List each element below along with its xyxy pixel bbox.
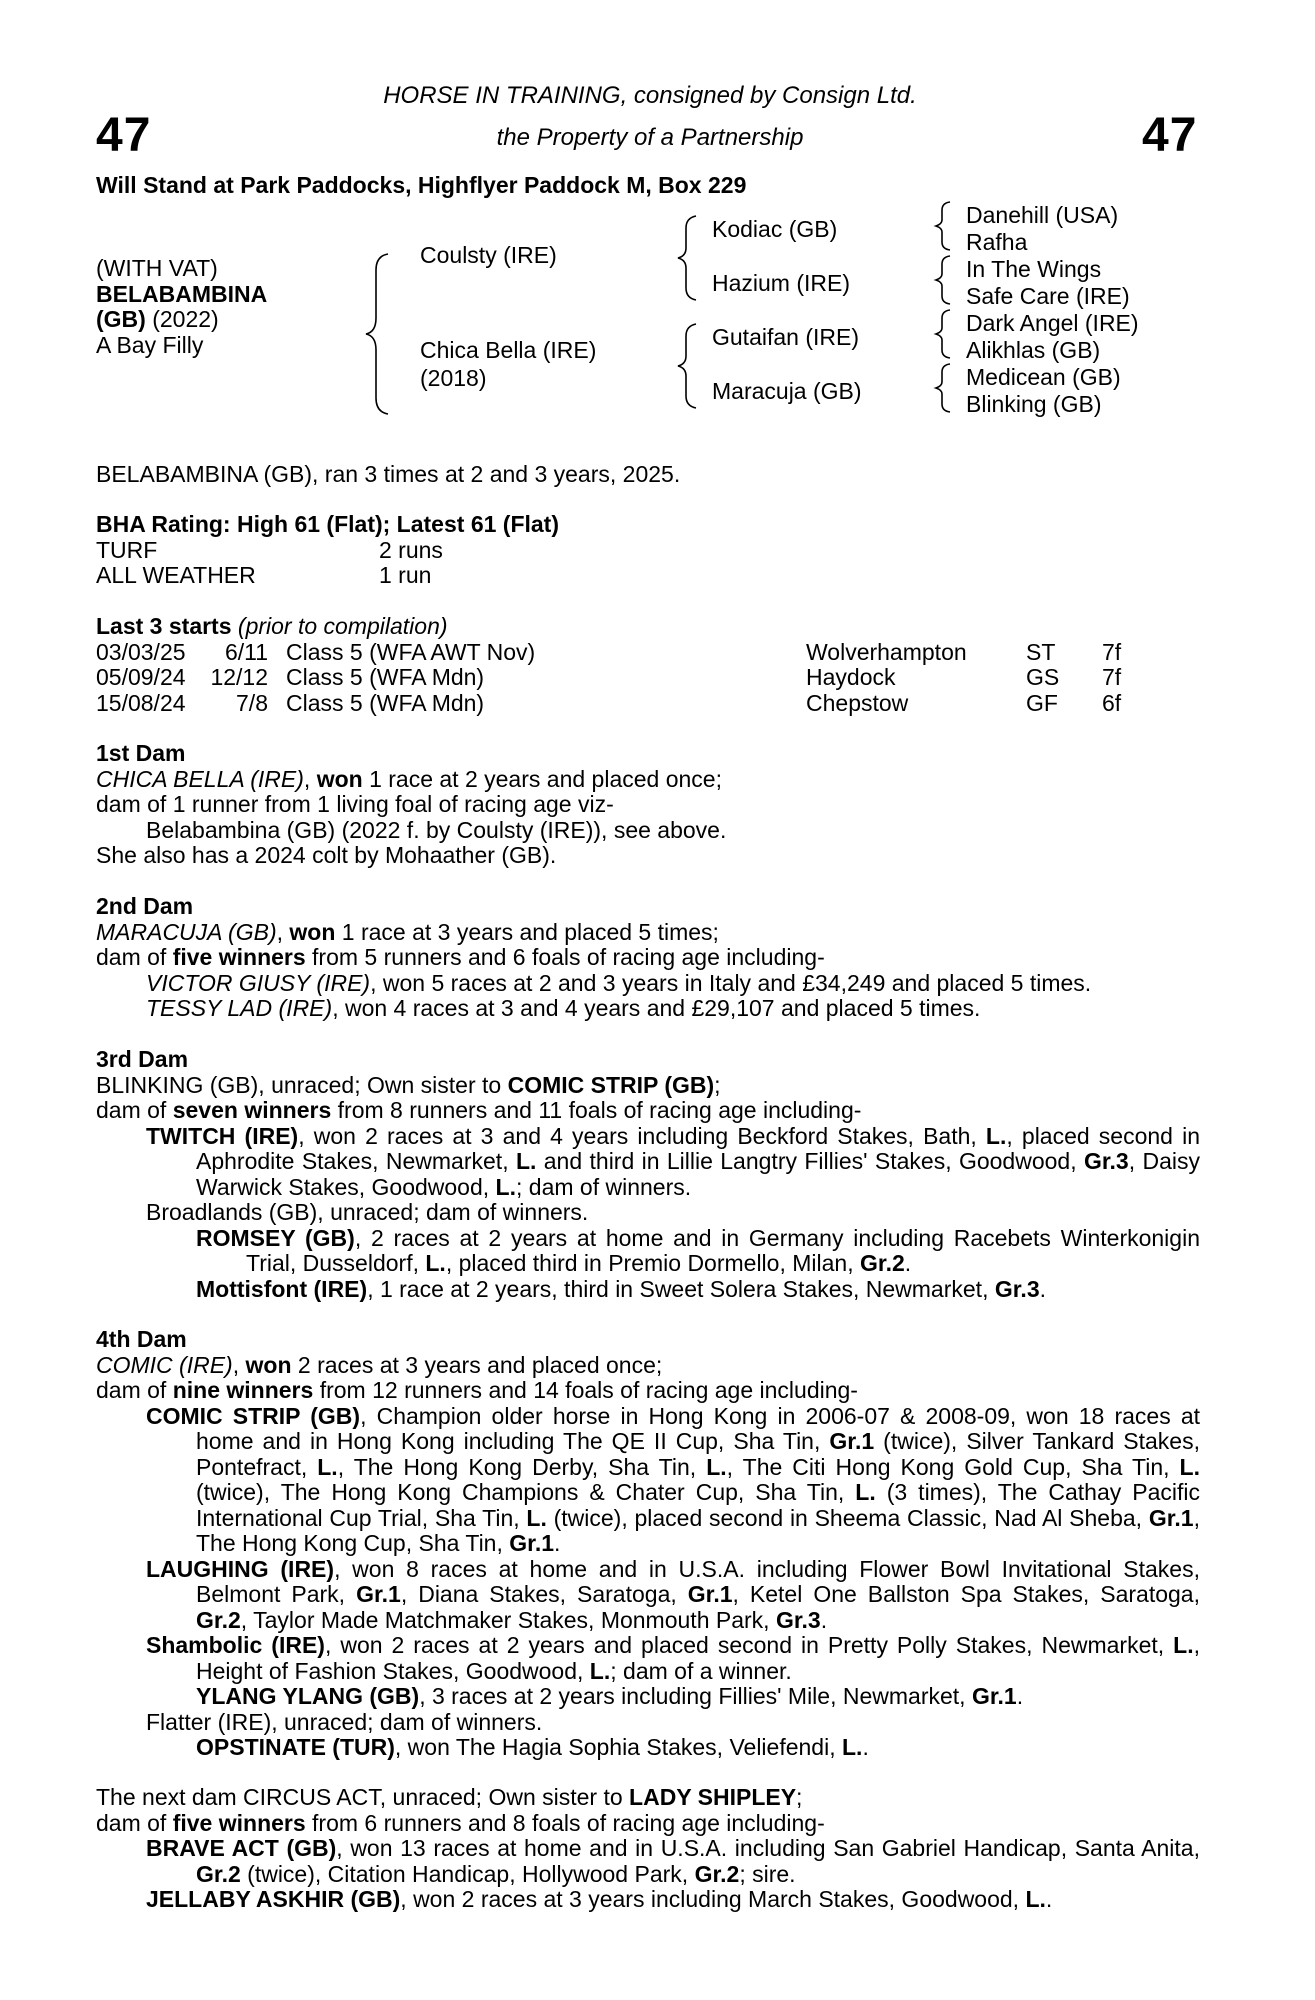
table-row <box>96 691 1121 717</box>
progeny-entry <box>96 1633 1200 1684</box>
text: The next dam CIRCUS ACT, unraced; Own sister to <box>96 1784 630 1810</box>
pedigree-dam-year: (2018) <box>420 365 487 391</box>
grade: L. <box>1179 1453 1200 1480</box>
rating-runs: 1 run <box>379 562 432 588</box>
produce-line: dam of 1 runner from 1 living foal of racing age viz- <box>96 791 614 817</box>
progeny-name: LAUGHING (IRE) <box>146 1555 335 1582</box>
stand-location: Will Stand at Park Paddocks, Highflyer Paddock M, Box 229 <box>96 172 747 198</box>
text: (twice), Silver Tankard Stakes, Pontefract, <box>196 1428 1200 1480</box>
text: . <box>904 1250 912 1276</box>
progeny-entry <box>96 1887 1200 1913</box>
start-distance: 6f <box>1102 689 1122 716</box>
progeny-entry <box>96 1557 1200 1634</box>
start-position: 6/11 <box>224 638 268 665</box>
pedigree-gen3-item: In The Wings <box>966 256 1102 282</box>
dam-name: CHICA BELLA (IRE) <box>96 765 304 792</box>
start-race: Class 5 (WFA Mdn) <box>286 689 485 716</box>
next-dam-section <box>96 1785 1200 1913</box>
text: ; <box>796 1784 803 1810</box>
table-row <box>96 640 1121 666</box>
text: , Diana Stakes, Saratoga, <box>400 1581 688 1607</box>
pedigree-gen3-item: Rafha <box>966 229 1028 255</box>
rating-row <box>96 538 559 564</box>
fourth-dam-section <box>96 1327 1200 1761</box>
start-course: Chepstow <box>806 689 909 716</box>
grade: Gr.1 <box>1148 1504 1194 1531</box>
pedigree-gen3 <box>966 202 1139 418</box>
pedigree-sire-dam: Hazium (IRE) <box>712 270 851 296</box>
pedigree-sire: Coulsty (IRE) <box>420 242 557 268</box>
text: , 1 race at 2 years, third in Sweet Solera Stakes, Newmarket, <box>367 1275 995 1302</box>
text: dam of <box>96 1377 173 1403</box>
grade: Gr.3 <box>1083 1148 1129 1174</box>
progeny-name: TWITCH (IRE) <box>146 1122 299 1149</box>
pedigree-gen3-item: Medicean (GB) <box>966 364 1121 390</box>
last-starts-title: Last 3 starts <box>96 613 232 639</box>
pedigree-gen3-item: Dark Angel (IRE) <box>966 310 1139 336</box>
won-label: won <box>316 765 363 792</box>
text: BLINKING (GB), unraced; Own sister to <box>96 1071 508 1098</box>
last-starts-heading <box>96 614 1121 640</box>
pedigree-gen3-item: Blinking (GB) <box>966 391 1102 417</box>
rating-surface: TURF <box>96 536 158 563</box>
winners-count: five winners <box>172 944 306 970</box>
text: , Ketel One Ballston Spa Stakes, Saratoga, <box>732 1581 1200 1607</box>
pedigree-gen3-item: Alikhlas (GB) <box>966 337 1101 363</box>
text: (twice), The Hong Kong Champions & Chater Cup, Sha Tin, <box>196 1479 856 1505</box>
start-date: 03/03/25 <box>96 638 186 665</box>
last-starts-table <box>96 640 1121 717</box>
dam-record: 1 race at 2 years and placed once; <box>362 765 722 792</box>
horse-year: (2022) <box>145 306 219 332</box>
text: , 3 races at 2 years including Fillies' Mile, Newmarket, <box>419 1683 972 1709</box>
progeny-entry <box>96 1124 1200 1201</box>
pedigree-gen3-item: Danehill (USA) <box>966 202 1119 228</box>
grade: Gr.1 <box>971 1683 1017 1709</box>
start-date: 05/09/24 <box>96 664 186 690</box>
text: from 8 runners and 11 foals of racing age including- <box>331 1097 862 1123</box>
text: , The Citi Hong Kong Gold Cup, Sha Tin, <box>726 1453 1180 1480</box>
pedigree-gen3-item: Safe Care (IRE) <box>966 283 1130 309</box>
section-title: 2nd Dam <box>96 893 194 919</box>
grade: L. <box>1025 1886 1046 1912</box>
horse-description: A Bay Filly <box>96 331 204 358</box>
progeny-entry <box>96 1404 1200 1557</box>
text: . <box>1045 1886 1053 1912</box>
text: ; dam of a winner. <box>610 1657 792 1684</box>
grade: Gr.2 <box>694 1860 740 1887</box>
grade: L. <box>425 1250 446 1276</box>
note-line: She also has a 2024 colt by Mohaather (GB). <box>96 842 557 868</box>
text: from 5 runners and 6 foals of racing age including- <box>305 944 825 970</box>
grade: Gr.1 <box>356 1581 401 1607</box>
progeny-name: BRAVE ACT (GB) <box>146 1835 337 1861</box>
lot-number-right: 47 <box>1142 109 1198 162</box>
progeny-entry <box>96 1684 1200 1710</box>
progeny-name: COMIC STRIP (GB) <box>146 1402 361 1429</box>
text: from 6 runners and 8 foals of racing age including- <box>305 1809 825 1836</box>
text: , won 2 races at 3 and 4 years including Beckford Stakes, Bath, <box>298 1122 986 1149</box>
pedigree-dam: Chica Bella (IRE) <box>420 337 597 363</box>
text: . <box>862 1734 869 1760</box>
relative-name: COMIC STRIP (GB) <box>507 1071 715 1098</box>
dam-record: 2 races at 3 years and placed once; <box>291 1351 663 1378</box>
text: from 12 runners and 14 foals of racing age including- <box>313 1377 858 1403</box>
grade: Gr.2 <box>860 1250 905 1276</box>
horse-suffix: (GB) <box>96 306 146 332</box>
text: , placed second in Aphrodite Stakes, Newmarket, <box>196 1122 1201 1174</box>
start-course: Haydock <box>806 664 896 690</box>
dam-name: COMIC (IRE) <box>96 1351 233 1378</box>
progeny-name: Shambolic (IRE) <box>146 1632 325 1658</box>
rating-runs: 2 runs <box>379 536 443 563</box>
pedigree-sire-sire: Kodiac (GB) <box>712 216 838 242</box>
table-row <box>96 665 1121 691</box>
text: . <box>820 1606 828 1633</box>
rating-row <box>96 563 559 589</box>
text: (3 times), The Cathay Pacific International Cup Trial, Sha Tin, <box>196 1479 1200 1531</box>
grade: L. <box>589 1657 611 1684</box>
start-date: 15/08/24 <box>96 689 186 716</box>
pedigree-dam-dam: Maracuja (GB) <box>712 378 862 404</box>
text: (twice), placed second in Sheema Classic, Nad Al Sheba, <box>546 1504 1149 1531</box>
text: ; sire. <box>739 1860 796 1887</box>
won-label: won <box>289 918 336 945</box>
grade: L. <box>495 1173 516 1200</box>
progeny-entry: Flatter (IRE), unraced; dam of winners. <box>146 1708 543 1735</box>
grade: Gr.3 <box>994 1275 1040 1302</box>
text: , The Hong Kong Cup, Sha Tin, <box>196 1504 1200 1556</box>
text: and third in Lillie Langtry Fillies' Stakes, Goodwood, <box>536 1148 1084 1174</box>
text: ; dam of winners. <box>516 1173 692 1200</box>
start-going: GS <box>1026 664 1060 690</box>
text: , won 2 races at 2 years and placed second in Pretty Polly Stakes, Newmarket, <box>324 1632 1174 1658</box>
dam-line: COMIC (IRE), won 2 races at 3 years and placed once; <box>96 1351 663 1378</box>
grade: Gr.2 <box>196 1860 241 1887</box>
section-title: 4th Dam <box>96 1326 187 1352</box>
second-dam-section <box>96 894 1200 1022</box>
section-title: 3rd Dam <box>96 1046 189 1072</box>
grade: L. <box>985 1122 1007 1149</box>
relative-name: LADY SHIPLEY <box>629 1784 797 1810</box>
vat-label: (WITH VAT) <box>96 255 218 281</box>
progeny-record: , won 5 races at 2 and 3 years in Italy and £34,249 and placed 5 times. <box>370 969 1092 996</box>
progeny-name: JELLABY ASKHIR (GB) <box>146 1886 401 1912</box>
section-title: 1st Dam <box>96 740 186 766</box>
progeny-name: TESSY LAD (IRE) <box>146 995 333 1021</box>
text: dam of <box>96 1809 173 1836</box>
grade: L. <box>526 1504 547 1531</box>
progeny-line <box>96 996 1200 1022</box>
text: (twice), Citation Handicap, Hollywood Park, <box>240 1860 695 1887</box>
header-line-1: HORSE IN TRAINING, consigned by Consign Ltd. <box>383 82 917 109</box>
text: , Taylor Made Matchmaker Stakes, Monmouth Park, <box>240 1606 776 1633</box>
winners-count: five winners <box>172 1809 306 1836</box>
grade: Gr.2 <box>196 1606 241 1633</box>
start-distance: 7f <box>1102 664 1122 690</box>
start-going: GF <box>1026 689 1058 716</box>
dam-line: CHICA BELLA (IRE), won 1 race at 2 years and placed once; <box>96 765 722 792</box>
progeny-record: , won 4 races at 3 and 4 years and £29,107 and placed 5 times. <box>332 995 981 1021</box>
dam-record: 1 race at 3 years and placed 5 times; <box>335 918 719 945</box>
start-going: ST <box>1026 638 1056 665</box>
progeny-name: ROMSEY (GB) <box>196 1224 355 1251</box>
dam-line <box>96 1785 1200 1811</box>
text: , Daisy Warwick Stakes, Goodwood, <box>196 1148 1200 1200</box>
progeny-line <box>96 971 1200 997</box>
dam-line: MARACUJA (GB), won 1 race at 3 years and placed 5 times; <box>96 918 719 945</box>
progeny-entry <box>96 1836 1200 1887</box>
rating-surface: ALL WEATHER <box>96 562 256 588</box>
start-distance: 7f <box>1102 638 1122 665</box>
start-position: 7/8 <box>236 689 268 716</box>
grade: L. <box>855 1479 876 1505</box>
grade: L. <box>317 1453 338 1480</box>
dam-line <box>96 1073 1200 1099</box>
text: , Height of Fashion Stakes, Goodwood, <box>196 1632 1200 1684</box>
start-position: 12/12 <box>210 664 268 690</box>
produce-line <box>96 1378 1200 1404</box>
progeny-line: Belabambina (GB) (2022 f. by Coulsty (IRE)), see above. <box>146 816 727 843</box>
text: , won 2 races at 3 years including March Stakes, Goodwood, <box>400 1886 1026 1912</box>
progeny-entry: Broadlands (GB), unraced; dam of winners. <box>146 1199 589 1225</box>
first-dam-section <box>96 741 1200 869</box>
rating-block <box>96 512 559 589</box>
header-line-2: the Property of a Partnership <box>496 124 804 151</box>
text: dam of <box>96 1097 173 1123</box>
text: ; <box>714 1071 721 1098</box>
progeny-name: Mottisfont (IRE) <box>196 1275 368 1302</box>
produce-line <box>96 945 1200 971</box>
text: , Champion older horse in Hong Kong in 2006-07 & 2008-09, won 18 races at home and in Hong Kong including The QE II Cup, Sha Tin, <box>196 1402 1200 1454</box>
grade: Gr.1 <box>829 1428 875 1454</box>
progeny-entry <box>96 1226 1200 1277</box>
brace-dam <box>678 324 696 408</box>
grade: Gr.3 <box>775 1606 821 1633</box>
progeny-name: OPSTINATE (TUR) <box>196 1734 395 1760</box>
text: , 2 races at 2 years at home and in Germany including Racebets Winterkonigin Trial, Dusseldorf, <box>246 1224 1200 1276</box>
grade: L. <box>515 1148 537 1174</box>
grade: Gr.1 <box>509 1530 555 1556</box>
progeny-entry <box>96 1277 1200 1303</box>
text: , won 13 races at home and in U.S.A. including San Gabriel Handicap, Santa Anita, <box>336 1835 1200 1861</box>
progeny-name: YLANG YLANG (GB) <box>196 1683 420 1709</box>
winners-count: nine winners <box>172 1377 314 1403</box>
horse-name: BELABAMBINA <box>96 280 268 307</box>
grade: Gr.1 <box>687 1581 733 1607</box>
won-label: won <box>245 1351 292 1378</box>
text: , won The Hagia Sophia Stakes, Veliefendi, <box>394 1734 842 1760</box>
start-race: Class 5 (WFA AWT Nov) <box>286 638 536 665</box>
text: , placed third in Premio Dormello, Milan, <box>445 1250 860 1276</box>
text: , The Hong Kong Derby, Sha Tin, <box>337 1453 707 1480</box>
pedigree-dam-block <box>420 336 596 392</box>
rating-title: BHA Rating: High 61 (Flat); Latest 61 (Flat) <box>96 511 559 537</box>
text: , won 8 races at home and in U.S.A. including Flower Bowl Invitational Stakes, Belmont Park, <box>196 1555 1200 1607</box>
grade: L. <box>842 1734 863 1760</box>
brace-sire <box>678 216 696 300</box>
progeny-name: VICTOR GIUSY (IRE) <box>146 969 371 996</box>
grade: L. <box>1173 1632 1194 1658</box>
produce-line <box>96 1811 1200 1837</box>
text: . <box>554 1530 561 1556</box>
text: . <box>1039 1275 1047 1302</box>
brace-main <box>366 254 388 414</box>
start-race: Class 5 (WFA Mdn) <box>286 664 485 690</box>
progeny-entry <box>96 1735 1200 1761</box>
last-starts-note: (prior to compilation) <box>237 613 448 639</box>
lot-number-left: 47 <box>96 109 152 162</box>
third-dam-section <box>96 1047 1200 1302</box>
grade: L. <box>706 1453 727 1480</box>
start-course: Wolverhampton <box>806 638 967 665</box>
text: dam of <box>96 944 173 970</box>
dam-name: MARACUJA (GB) <box>96 918 277 945</box>
text: . <box>1016 1683 1024 1709</box>
winners-count: seven winners <box>172 1097 332 1123</box>
pedigree-dam-sire: Gutaifan (IRE) <box>712 324 859 350</box>
last-starts-block <box>96 614 1121 716</box>
race-summary: BELABAMBINA (GB), ran 3 times at 2 and 3 years, 2025. <box>96 461 681 487</box>
produce-line <box>96 1098 1200 1124</box>
